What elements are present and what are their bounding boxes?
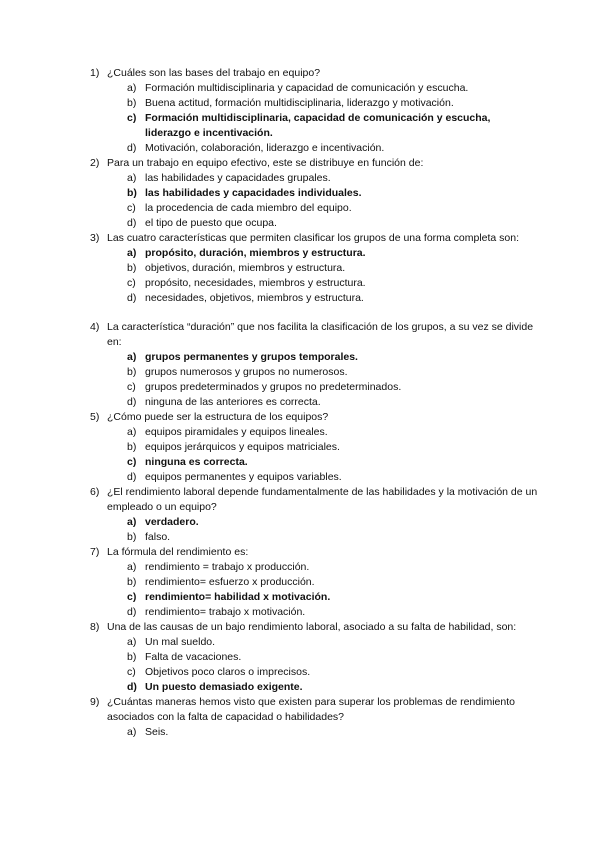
answer-option: [0, 665, 510, 680]
answer-option: [0, 261, 510, 276]
answer-option: [0, 605, 510, 620]
answer-option-correct: [0, 186, 510, 201]
option-letter: d): [127, 292, 137, 304]
answer-option: [0, 380, 510, 395]
option-text: grupos numerosos y grupos no numerosos.: [145, 366, 348, 378]
option-text: grupos predeterminados y grupos no predeterminados.: [145, 381, 402, 393]
answer-option: [0, 395, 510, 410]
question: [0, 545, 542, 560]
option-text: ninguna de las anteriores es correcta.: [145, 396, 321, 408]
option-letter: c): [127, 456, 137, 468]
option-letter: a): [127, 172, 137, 184]
question-number: 7): [90, 546, 100, 558]
option-text: propósito, duración, miembros y estructura.: [145, 247, 366, 259]
question-text: Una de las causas de un bajo rendimiento laboral, asociado a su falta de habilidad, son:: [107, 621, 517, 633]
option-letter: a): [127, 247, 137, 259]
option-text: equipos piramidales y equipos lineales.: [145, 426, 328, 438]
option-letter: d): [127, 396, 137, 408]
option-letter: b): [127, 187, 137, 199]
answer-option: [0, 530, 510, 545]
option-text: objetivos, duración, miembros y estructura.: [145, 262, 346, 274]
option-letter: c): [127, 381, 136, 393]
option-letter: b): [127, 576, 137, 588]
answer-option-correct: [0, 111, 510, 141]
option-letter: a): [127, 82, 137, 94]
question-text: La característica “duración” que nos facilita la clasificación de los grupos, a su vez se divide en:: [107, 321, 534, 348]
question: [0, 320, 542, 350]
option-text: equipos permanentes y equipos variables.: [145, 471, 342, 483]
option-text: la procedencia de cada miembro del equipo.: [145, 202, 352, 214]
question-number: 5): [90, 411, 100, 423]
option-text: rendimiento= trabajo x motivación.: [145, 606, 306, 618]
option-text: rendimiento= habilidad x motivación.: [145, 591, 331, 603]
answer-option-correct: [0, 680, 510, 695]
question: [0, 620, 542, 635]
option-text: Seis.: [145, 726, 169, 738]
option-letter: c): [127, 112, 137, 124]
option-letter: b): [127, 366, 137, 378]
question-text: La fórmula del rendimiento es:: [107, 546, 249, 558]
question-number: 4): [90, 321, 100, 333]
option-text: Formación multidisciplinaria, capacidad de comunicación y escucha, liderazgo e incentivación.: [145, 112, 491, 139]
option-text: Objetivos poco claros o imprecisos.: [145, 666, 311, 678]
question: [0, 485, 542, 515]
option-text: ninguna es correcta.: [145, 456, 248, 468]
option-text: rendimiento = trabajo x producción.: [145, 561, 310, 573]
option-letter: b): [127, 262, 137, 274]
option-text: rendimiento= esfuerzo x producción.: [145, 576, 315, 588]
option-text: las habilidades y capacidades individuales.: [145, 187, 362, 199]
option-letter: d): [127, 606, 137, 618]
option-letter: d): [127, 681, 137, 693]
answer-option: [0, 635, 510, 650]
option-text: falso.: [145, 531, 171, 543]
question-number: 6): [90, 486, 100, 498]
answer-option: [0, 276, 510, 291]
answer-option: [0, 440, 510, 455]
answer-option: [0, 575, 510, 590]
answer-option-correct: [0, 455, 510, 470]
document-page: [0, 66, 600, 740]
answer-option: [0, 171, 510, 186]
option-text: el tipo de puesto que ocupa.: [145, 217, 277, 229]
answer-option: [0, 141, 510, 156]
option-letter: a): [127, 636, 137, 648]
question-text: Las cuatro características que permiten clasificar los grupos de una forma completa son:: [107, 232, 520, 244]
option-letter: a): [127, 426, 137, 438]
option-text: las habilidades y capacidades grupales.: [145, 172, 331, 184]
option-text: Un mal sueldo.: [145, 636, 216, 648]
question-number: 8): [90, 621, 100, 633]
option-text: necesidades, objetivos, miembros y estructura.: [145, 292, 364, 304]
answer-option: [0, 425, 510, 440]
answer-option-correct: [0, 590, 510, 605]
option-letter: b): [127, 441, 137, 453]
option-letter: b): [127, 651, 137, 663]
question-text: ¿Cuántas maneras hemos visto que existen para superar los problemas de rendimiento asociados con la falta de capacidad o habilidades?: [107, 696, 515, 723]
question: [0, 410, 542, 425]
option-letter: a): [127, 561, 137, 573]
option-letter: d): [127, 142, 137, 154]
option-letter: d): [127, 217, 137, 229]
answer-option-correct: [0, 515, 510, 530]
question: [0, 231, 542, 246]
question-number: 2): [90, 157, 100, 169]
question-text: Para un trabajo en equipo efectivo, este se distribuye en función de:: [107, 157, 424, 169]
question: [0, 66, 542, 81]
option-letter: c): [127, 666, 136, 678]
option-letter: b): [127, 531, 137, 543]
option-letter: a): [127, 726, 137, 738]
option-text: Buena actitud, formación multidisciplinaria, liderazgo y motivación.: [145, 97, 454, 109]
option-text: propósito, necesidades, miembros y estructura.: [145, 277, 366, 289]
option-text: Un puesto demasiado exigente.: [145, 681, 303, 693]
option-letter: c): [127, 202, 136, 214]
question-text: ¿Cuáles son las bases del trabajo en equipo?: [107, 67, 321, 79]
question-text: ¿Cómo puede ser la estructura de los equipos?: [107, 411, 329, 423]
answer-option: [0, 216, 510, 231]
answer-option-correct: [0, 246, 510, 261]
answer-option: [0, 470, 510, 485]
answer-option-correct: [0, 350, 510, 365]
question-number: 9): [90, 696, 100, 708]
option-text: Formación multidisciplinaria y capacidad de comunicación y escucha.: [145, 82, 469, 94]
question: [0, 695, 542, 725]
answer-option: [0, 96, 510, 111]
question-number: 3): [90, 232, 100, 244]
option-letter: a): [127, 351, 137, 363]
answer-option: [0, 365, 510, 380]
answer-option: [0, 291, 510, 306]
answer-option: [0, 201, 510, 216]
answer-option: [0, 560, 510, 575]
option-letter: c): [127, 277, 136, 289]
answer-option: [0, 725, 510, 740]
answer-option: [0, 81, 510, 96]
option-text: Falta de vacaciones.: [145, 651, 242, 663]
question: [0, 156, 542, 171]
answer-option: [0, 650, 510, 665]
question-number: 1): [90, 67, 100, 79]
option-text: equipos jerárquicos y equipos matriciales.: [145, 441, 340, 453]
option-text: Motivación, colaboración, liderazgo e incentivación.: [145, 142, 385, 154]
option-letter: b): [127, 97, 137, 109]
question-text: ¿El rendimiento laboral depende fundamentalmente de las habilidades y la motivación de un empleado o un equipo?: [107, 486, 538, 513]
option-letter: a): [127, 516, 137, 528]
option-text: grupos permanentes y grupos temporales.: [145, 351, 358, 363]
option-text: verdadero.: [145, 516, 199, 528]
option-letter: c): [127, 591, 137, 603]
option-letter: d): [127, 471, 137, 483]
